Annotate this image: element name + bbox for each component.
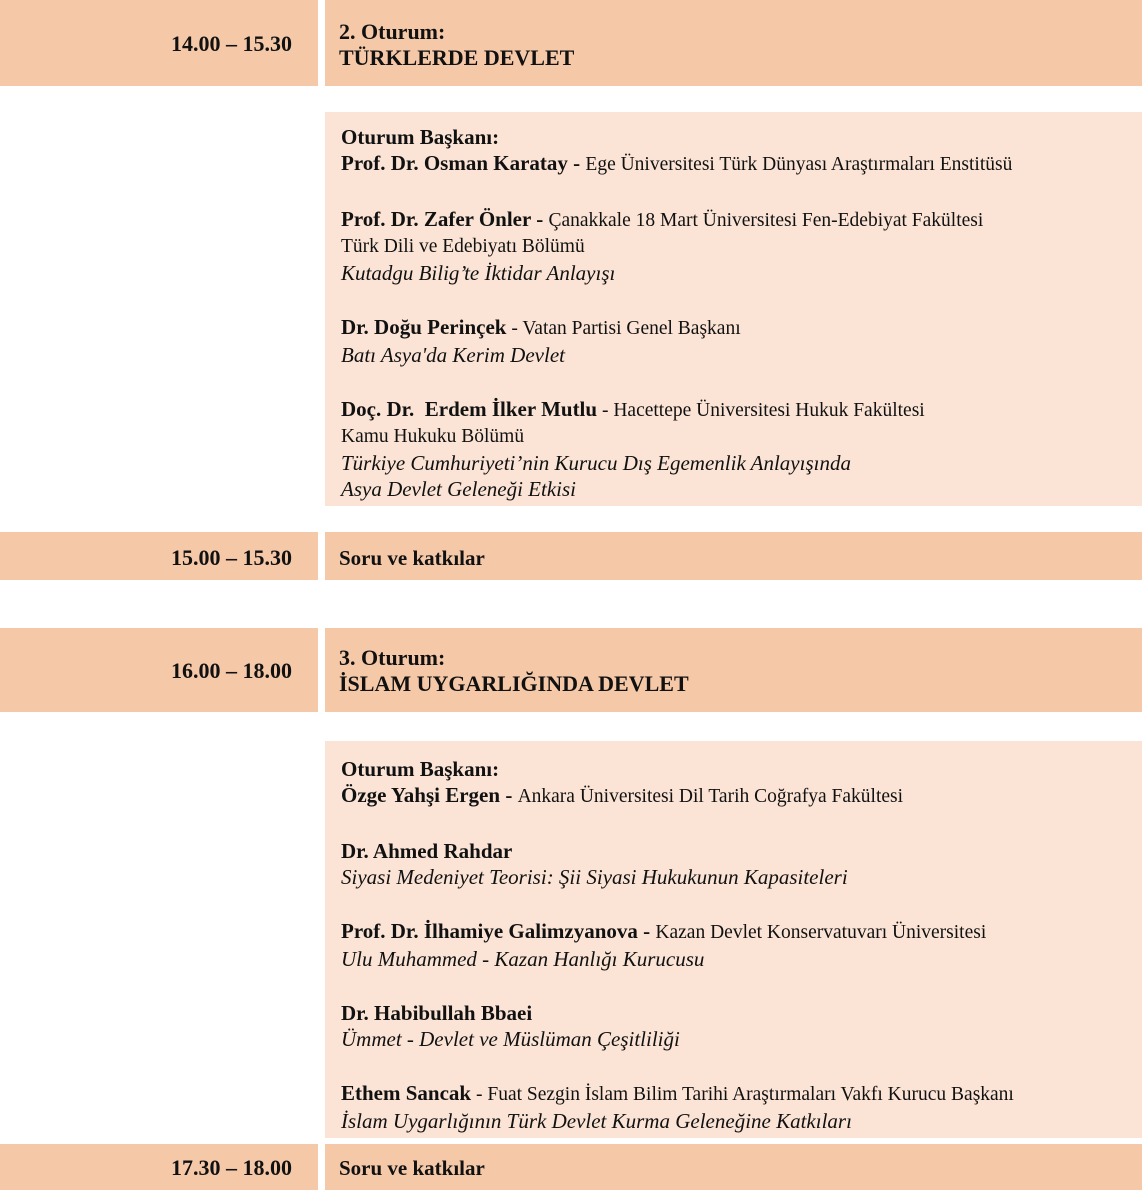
speaker-name: Prof. Dr. Zafer Önler bbox=[341, 207, 531, 231]
session2-chair-name: Prof. Dr. Osman Karatay bbox=[341, 151, 568, 175]
qa2-time: 17.30 – 18.00 bbox=[171, 1155, 292, 1180]
session3-speaker-4 bbox=[341, 1080, 1014, 1108]
session2-speaker-3 bbox=[341, 396, 1012, 424]
session3-time: 16.00 – 18.00 bbox=[171, 658, 292, 683]
session3-chair-affil: Ankara Üniversitesi Dil Tarih Coğrafya Fakültesi bbox=[517, 786, 904, 807]
session3-label: 3. Oturum: bbox=[339, 645, 446, 670]
session3-speaker-1-name: Dr. Ahmed Rahdar bbox=[341, 839, 513, 863]
session2-heading bbox=[339, 19, 574, 71]
session2-speaker-1 bbox=[341, 206, 1012, 234]
speaker-sep: - bbox=[530, 207, 549, 231]
session2-chair-heading: Oturum Başkanı: bbox=[341, 125, 500, 149]
speaker-sep: - bbox=[637, 919, 656, 943]
session2-content bbox=[341, 124, 1012, 502]
speaker-talk-title: Türkiye Cumhuriyeti’nin Kurucu Dış Egemenlik Anlayışında bbox=[341, 451, 851, 475]
speaker-affil: Çanakkale 18 Mart Üniversitesi Fen-Edebiyat Fakültesi bbox=[548, 210, 984, 231]
speaker-talk-title: Ümmet - Devlet ve Müslüman Çeşitliliği bbox=[341, 1027, 680, 1051]
speaker-name: Prof. Dr. İlhamiye Galimzyanova bbox=[341, 919, 638, 943]
session2-chair-sep: - bbox=[567, 151, 586, 175]
speaker-talk-title: İslam Uygarlığının Türk Devlet Kurma Geleneğine Katkıları bbox=[341, 1109, 852, 1133]
session2-chair bbox=[341, 150, 1012, 178]
speaker-name: Doç. Dr. Erdem İlker Mutlu bbox=[341, 397, 598, 421]
qa2-label: Soru ve katkılar bbox=[339, 1156, 485, 1180]
session3-chair-sep: - bbox=[500, 783, 518, 807]
speaker-affil-line2: Kamu Hukuku Bölümü bbox=[341, 426, 525, 447]
speaker-talk-title: Kutadgu Bilig’te İktidar Anlayışı bbox=[341, 261, 616, 285]
speaker-sep: - bbox=[597, 400, 614, 421]
speaker-affil: Kazan Devlet Konservatuvarı Üniversitesi bbox=[655, 922, 987, 943]
speaker-sep: - bbox=[506, 318, 523, 339]
speaker-talk-title: Batı Asya'da Kerim Devlet bbox=[341, 343, 565, 367]
qa1-label: Soru ve katkılar bbox=[339, 546, 485, 570]
session2-chair-affil: Ege Üniversitesi Türk Dünyası Araştırmaları Enstitüsü bbox=[585, 154, 1013, 175]
speaker-talk-title-line2: Asya Devlet Geleneği Etkisi bbox=[341, 477, 576, 501]
qa1-time: 15.00 – 15.30 bbox=[171, 545, 292, 570]
speaker-affil: Hacettepe Üniversitesi Hukuk Fakültesi bbox=[613, 400, 925, 421]
speaker-affil: Vatan Partisi Genel Başkanı bbox=[522, 318, 741, 339]
speaker-affil: Fuat Sezgin İslam Bilim Tarihi Araştırmaları Vakfı Kurucu Başkanı bbox=[487, 1084, 1014, 1105]
session2-label: 2. Oturum: bbox=[339, 19, 446, 44]
session2-title: TÜRKLERDE DEVLET bbox=[339, 45, 575, 70]
session3-speaker-3-name: Dr. Habibullah Bbaei bbox=[341, 1001, 533, 1025]
session3-speaker-2 bbox=[341, 918, 1014, 946]
session3-chair bbox=[341, 782, 1014, 810]
speaker-talk-title: Ulu Muhammed - Kazan Hanlığı Kurucusu bbox=[341, 947, 705, 971]
session2-speaker-2 bbox=[341, 314, 1012, 342]
session3-content bbox=[341, 756, 1014, 1134]
speaker-affil-line2: Türk Dili ve Edebiyatı Bölümü bbox=[341, 236, 585, 257]
speaker-name: Ethem Sancak bbox=[341, 1081, 472, 1105]
session3-chair-name: Özge Yahşi Ergen bbox=[341, 783, 501, 807]
session3-title: İSLAM UYGARLIĞINDA DEVLET bbox=[339, 671, 689, 696]
speaker-name: Dr. Doğu Perinçek bbox=[341, 315, 507, 339]
speaker-sep: - bbox=[471, 1084, 488, 1105]
session2-time: 14.00 – 15.30 bbox=[171, 31, 292, 56]
session3-heading bbox=[339, 645, 689, 697]
session3-chair-heading: Oturum Başkanı: bbox=[341, 757, 500, 781]
speaker-talk-title: Siyasi Medeniyet Teorisi: Şii Siyasi Hukukunun Kapasiteleri bbox=[341, 865, 848, 889]
